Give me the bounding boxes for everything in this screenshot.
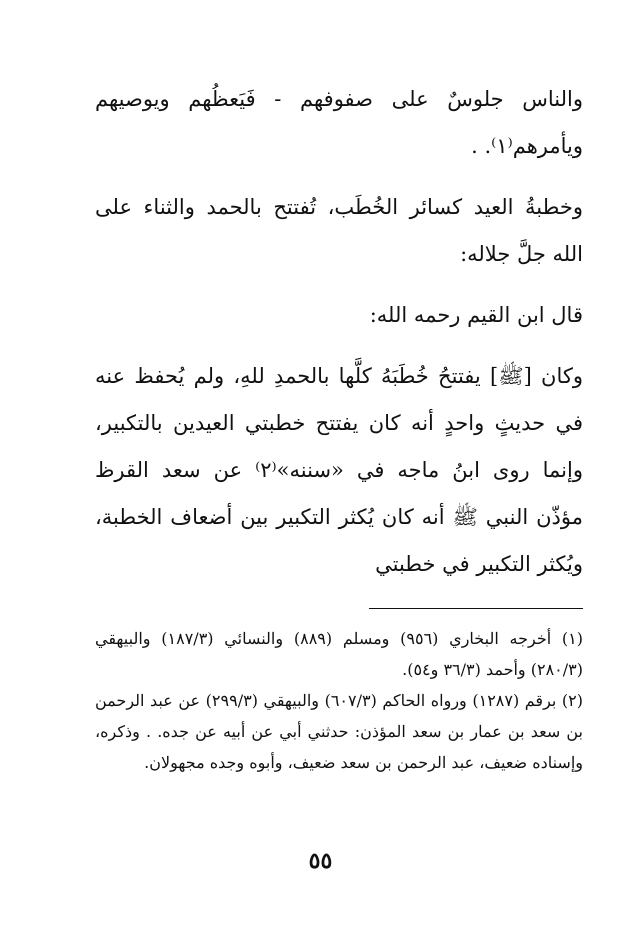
main-text: [95, 76, 583, 588]
page-number: ٥٥: [308, 848, 333, 874]
book-page: [95, 76, 583, 778]
paragraph-1: والناس جلوسٌ على صفوفهم - فَيَعظُهم ويوصيهم ويأمرهم⁽١⁾. .: [95, 87, 583, 158]
footnotes: [95, 623, 583, 778]
footnote-1: (١) أخرجه البخاري (٩٥٦) ومسلم (٨٨٩) والنسائي (١٨٧/٣) والبيهقي (٢٨٠/٣) وأحمد (٣٦/٣ و٥٤).: [95, 629, 584, 679]
footnote-separator: [369, 608, 583, 609]
paragraph-3: قال ابن القيم رحمه الله:: [369, 303, 583, 327]
paragraph-2: وخطبةُ العيد كسائر الخُطَب، تُفتتح بالحمد والثناء على الله جلَّ جلاله:: [95, 195, 583, 266]
paragraph-4: وكان [ﷺ] يفتتحُ خُطَبَهُ كلَّها بالحمدِ للهِ، ولم يُحفظ عنه في حديثٍ واحدٍ أنه كان يفتتح خطبتي العيدين بالتكبير، وإنما روى ابنُ ماجه في «سننه»⁽٢⁾ عن سعد القرظ مؤذّن النبي ﷺ أنه كان يُكثر التكبير بين أضعاف الخطبة، ويُكثر التكبير في خطبتي: [95, 364, 583, 576]
footnote-2: (٢) برقم (١٢٨٧) ورواه الحاكم (٦٠٧/٣) والبيهقي (٢٩٩/٣) عن عبد الرحمن بن سعد بن عمار بن سعد المؤذن: حدثني أبي عن أبيه عن جده. . وذكره، وإسناده ضعيف، عبد الرحمن بن سعد ضعيف، وأبوه وجده مجهولان.: [95, 691, 584, 772]
